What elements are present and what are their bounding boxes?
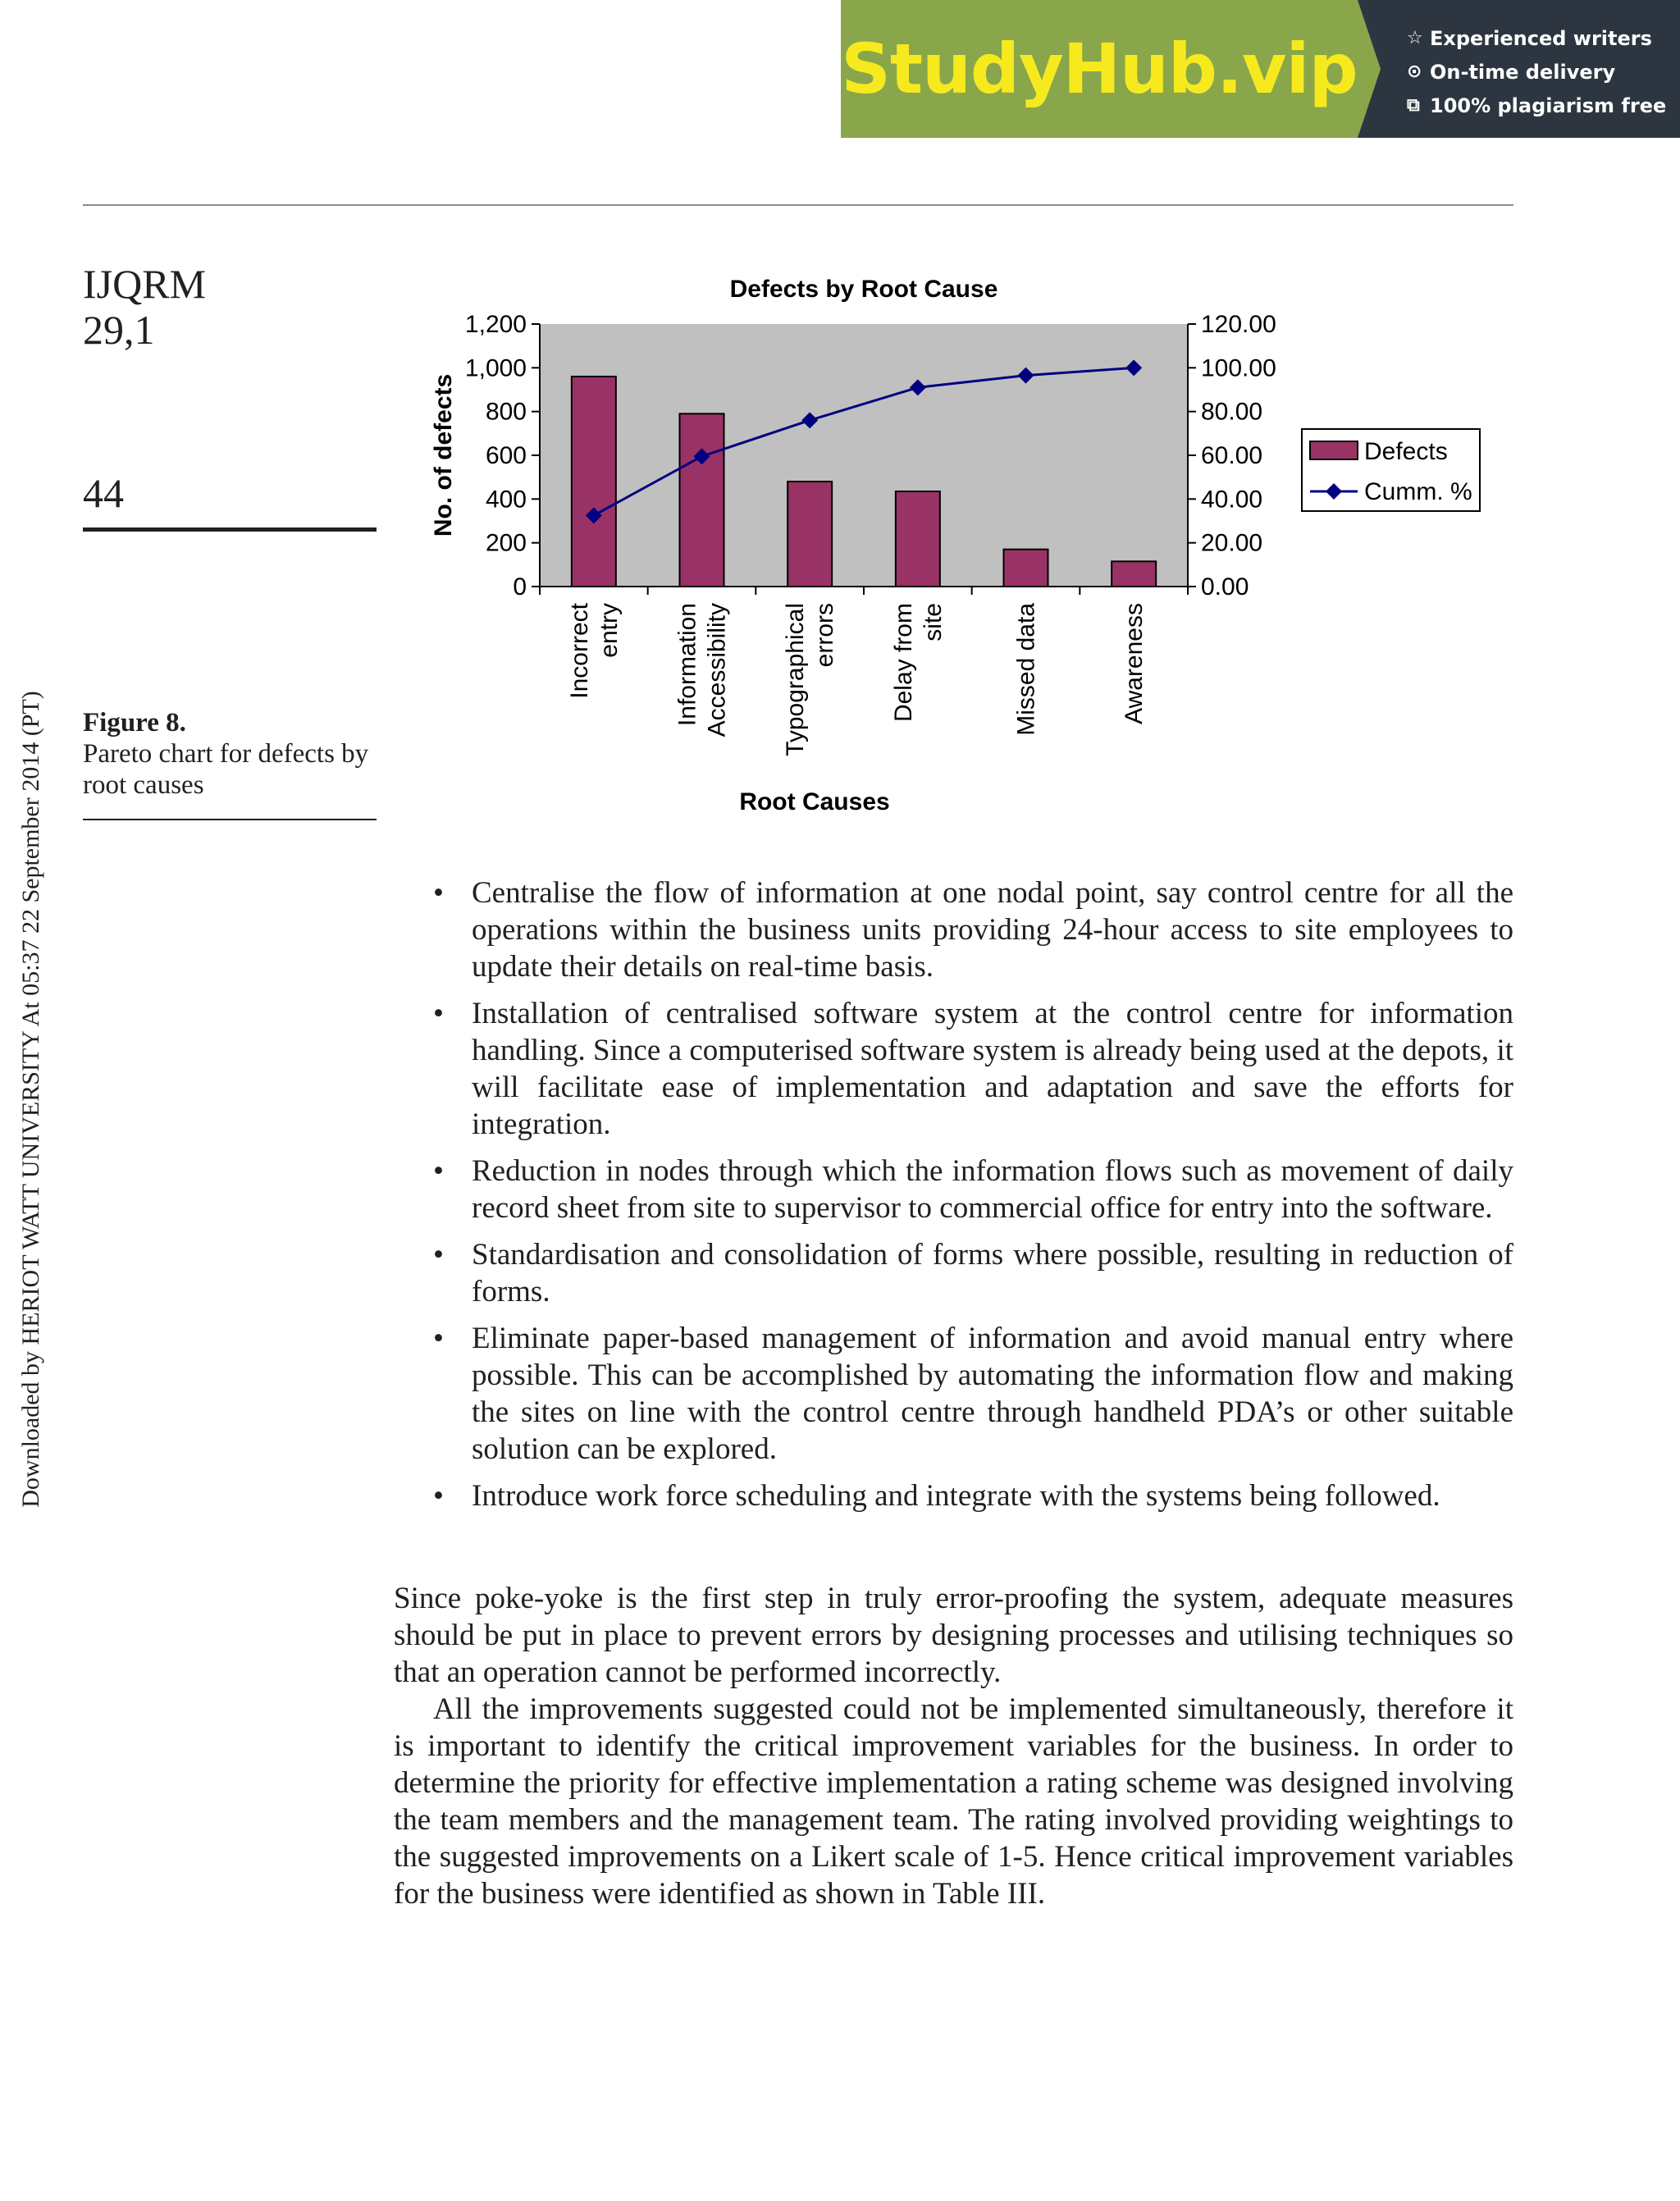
banner-logo-text: StudyHub.vip [841, 29, 1358, 109]
y-tick-label: 400 [485, 486, 527, 514]
plot-area [540, 324, 1188, 587]
y-axis-label: No. of defects [430, 373, 457, 537]
x-tick-label: Typographical [782, 603, 810, 756]
x-tick-label: entry [595, 603, 623, 658]
y2-tick-label: 0.00 [1201, 573, 1249, 600]
banner-arrow-shape [1358, 0, 1381, 138]
y-tick-label: 200 [485, 529, 527, 557]
x-tick-label: Awareness [1121, 603, 1148, 724]
clock-icon: ⊙ [1407, 62, 1422, 82]
y-tick-label: 800 [485, 398, 527, 426]
journal-name: IJQRM [83, 261, 207, 307]
bar-defects [788, 482, 832, 587]
x-tick-label: site [919, 603, 947, 642]
list-item: • Installation of centralised software system at the control centre for information handling. Since a computerised software system is already being used at the depots, it will facilitate ease of implementation and adaptation and save the efforts for integration. [427, 995, 1513, 1143]
page-number: 44 [83, 470, 124, 516]
x-tick-label: errors [811, 603, 839, 668]
x-tick-label: Incorrect [565, 603, 593, 699]
bar-defects [680, 413, 724, 587]
x-axis-label: Root Causes [739, 788, 890, 815]
legend-defects-swatch [1310, 441, 1358, 459]
y-tick-label: 1,000 [464, 354, 527, 382]
list-item: • Introduce work force scheduling and integrate with the systems being followed. [427, 1477, 1513, 1514]
bar-defects [896, 491, 940, 587]
download-watermark: Downloaded by HERIOT WATT UNIVERSITY At 05:37 22 September 2014 (PT) [17, 691, 44, 1508]
banner-feature-text: 100% plagiarism free [1430, 94, 1667, 117]
improvement-list [427, 874, 1513, 1524]
figure-label: Figure 8. [83, 708, 186, 737]
chart-legend [1302, 429, 1480, 511]
y2-tick-label: 120.00 [1201, 311, 1276, 338]
y2-tick-label: 60.00 [1201, 442, 1263, 469]
pareto-chart [0, 0, 1680, 837]
journal-volume: 29,1 [83, 307, 155, 353]
bar-defects [572, 377, 616, 587]
banner-feature-text: On-time delivery [1430, 60, 1616, 84]
y2-tick-label: 20.00 [1201, 529, 1263, 557]
x-tick-label: Missed data [1012, 603, 1040, 736]
list-item: • Reduction in nodes through which the information flows such as movement of daily record sheet from site to supervisor to commercial office for entry into the software. [427, 1153, 1513, 1226]
list-item: • Eliminate paper-based management of information and avoid manual entry where possible. This can be accomplished by automating the information flow and making the sites on line with the control centre through handheld PDA’s or other suitable solution can be explored. [427, 1320, 1513, 1468]
body-text [394, 1580, 1513, 1912]
legend-cumm-label: Cumm. % [1364, 478, 1472, 505]
y2-tick-label: 80.00 [1201, 398, 1263, 426]
x-tick-label: Accessibility [703, 603, 731, 737]
y2-tick-label: 100.00 [1201, 354, 1276, 382]
x-tick-label: Information [673, 603, 701, 727]
bar-defects [1112, 561, 1156, 587]
y-tick-label: 600 [485, 442, 527, 469]
x-tick-label: Delay from [889, 603, 917, 723]
list-item: • Standardisation and consolidation of forms where possible, resulting in reduction of forms. [427, 1236, 1513, 1310]
bar-defects [1004, 550, 1048, 587]
y2-tick-label: 40.00 [1201, 486, 1263, 514]
y-tick-label: 1,200 [464, 311, 527, 338]
star-icon: ☆ [1407, 28, 1423, 48]
y-tick-label: 0 [513, 573, 527, 600]
banner-feature-text: Experienced writers [1430, 26, 1652, 50]
copy-icon: ⧉ [1407, 95, 1420, 116]
paragraph: All the improvements suggested could not be implemented simultaneously, therefore it is important to identify the critical improvement variables for the business. In order to determine the priority for effective implementation a rating scheme was designed involving the team members and the management team. The rating involved providing weightings to the suggested improvements on a Likert scale of 1-5. Hence critical improvement variables for the business were identified as shown in Table III. [394, 1692, 1513, 1911]
list-item: • Centralise the flow of information at one nodal point, say control centre for all the operations within the business units providing 24-hour access to site employees to update their details on real-time basis. [427, 874, 1513, 985]
chart-title: Defects by Root Cause [729, 276, 998, 303]
legend-defects-label: Defects [1364, 438, 1448, 465]
paragraph: Since poke-yoke is the first step in truly error-proofing the system, adequate measures should be put in place to prevent errors by designing processes and utilising techniques so that an operation cannot be performed incorrectly. [394, 1582, 1513, 1689]
figure-caption-text: Pareto chart for defects by root causes [83, 739, 369, 800]
